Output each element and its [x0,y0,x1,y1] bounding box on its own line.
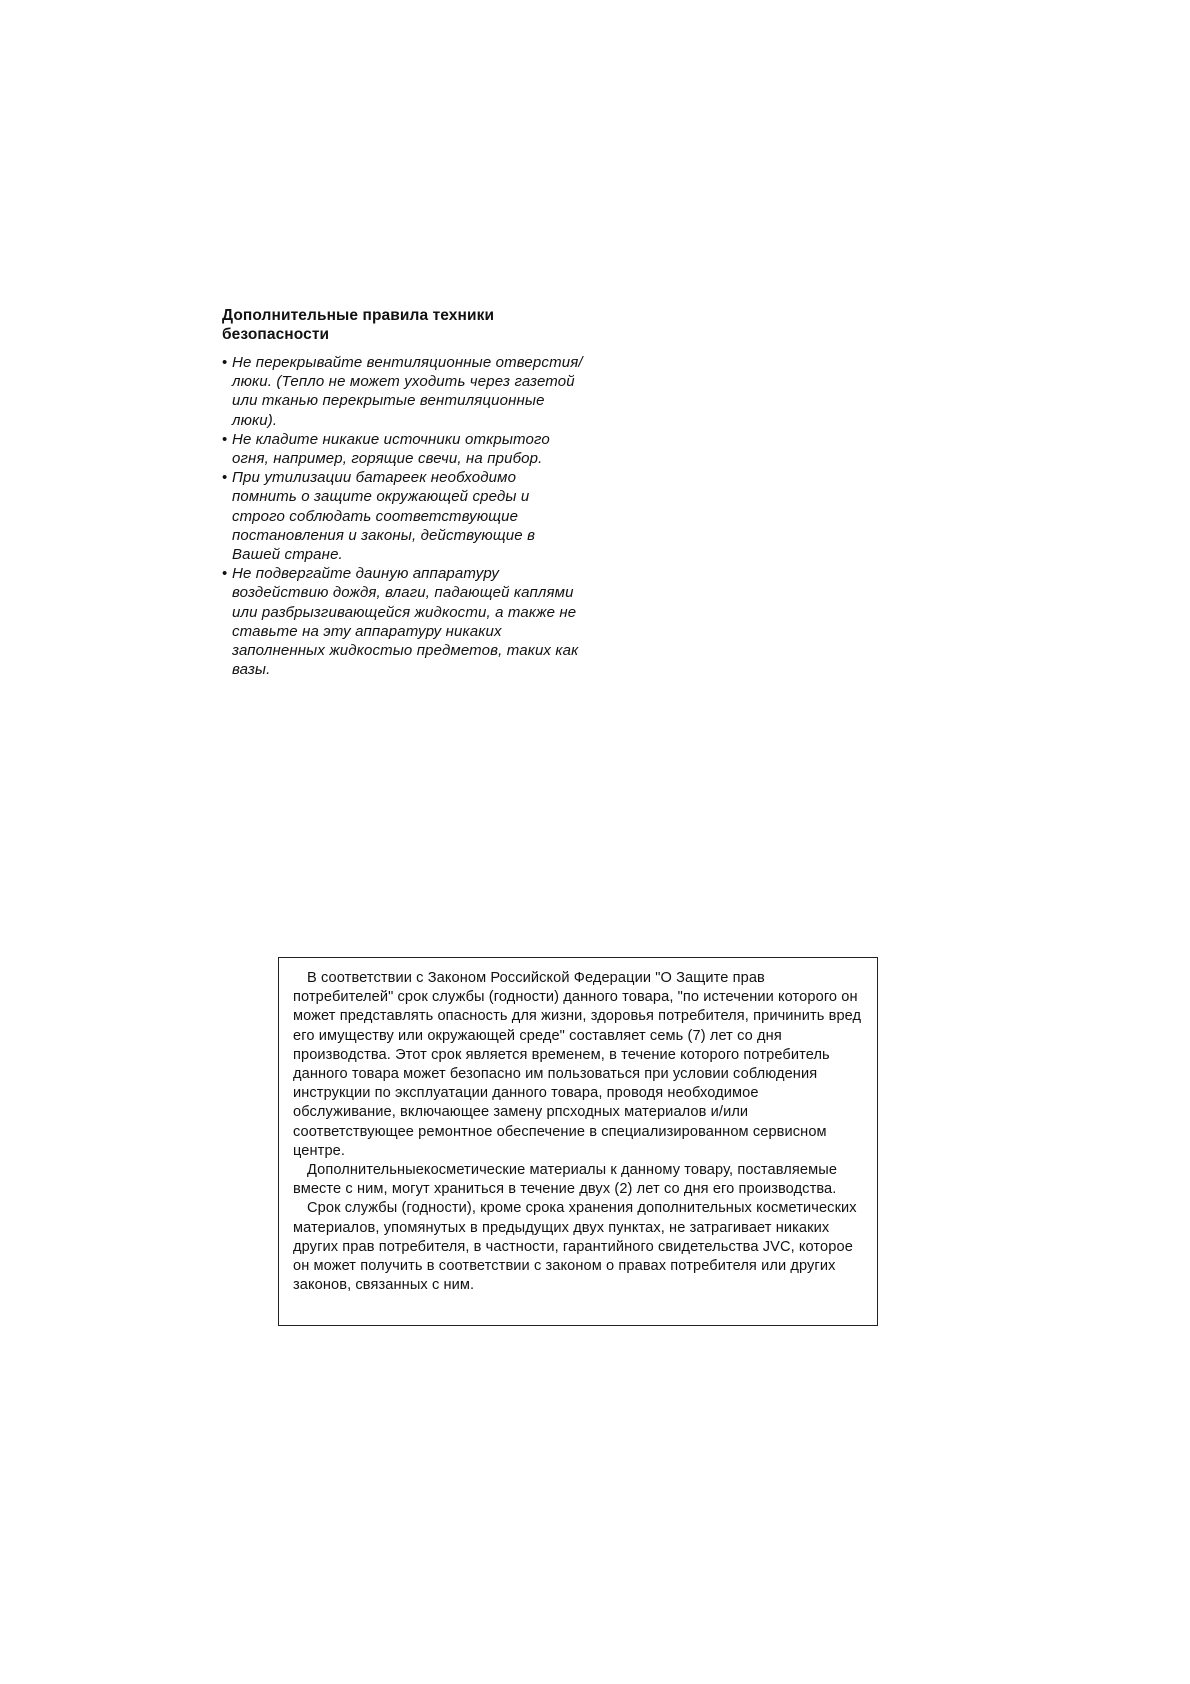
bullet-icon: • [222,565,228,583]
safety-item-battery-disposal [222,468,584,564]
notice-paragraph-service-life: В соответствии с Законом Российской Федерации "О Защите прав потребителей" срок службы (годности) данного товара, "по истечении которого он может представлять опасность для жизни, здоровья потребителя, причинить вред его имуществу или окружающей среде" составляет семь (7) лет со дня производства. Этот срок является временем, в течение которого потребитель данного товара может безопасно им пользоваться при условии соблюдения инструкции по эксплуатации данного товара, проводя необходимое обслуживание, включающее замену рпсходных материалов и/или соответствующее ремонтное обеспечение в специализированном сервисном центре. [293,970,862,1159]
bullet-icon: • [222,354,228,371]
safety-item-open-flame [222,430,584,468]
safety-item-text: Не подвергайте даиную аппаратуру воздействию дождя, влаги, падающей каплями или разбрызгивающейся жидкости, а также не ставьте на эту аппаратуру никаких заполненных жидкостыо предметов, таких как вазы. [232,565,579,679]
safety-item-text: Не перекрывайте вентиляционные отверстия/люки. (Тепло не может уходить через газетой или тканью перекрытые вентиляционные люки). [232,354,583,429]
safety-list [222,353,584,679]
safety-section [222,306,584,679]
safety-item-text: Не кладите никакие источники открытого огня, например, горящие свечи, на прибор. [232,430,550,468]
bullet-icon: • [222,469,228,487]
safety-item-moisture [222,564,584,679]
notice-paragraph-cosmetic-materials: Дополнительныекосметические материалы к данному товару, поставляемые вместе с ним, могут храниться в течение двух (2) лет со дня его производства. [293,1162,838,1198]
safety-item-ventilation [222,353,584,430]
notice-paragraph-consumer-rights: Срок службы (годности), кроме срока хранения дополнительных косметических материалов, упомянутых в предыдущих двух пунктах, не затрагивает никаких других прав потребителя, в частности, гарантийного свидетельства JVC, которое он может получить в соответствии с законом о правах потребителя или других законов, связанных с ним. [293,1200,857,1294]
safety-heading: Дополнительные правила техники безопасности [222,307,495,343]
safety-item-text: При утилизации батареек необходимо помнить о защите окружающей среды и строго соблюдать соответствующие постановления и законы, действующие в Вашей стране. [232,469,536,564]
service-life-notice-box [278,957,878,1326]
bullet-icon: • [222,430,228,448]
